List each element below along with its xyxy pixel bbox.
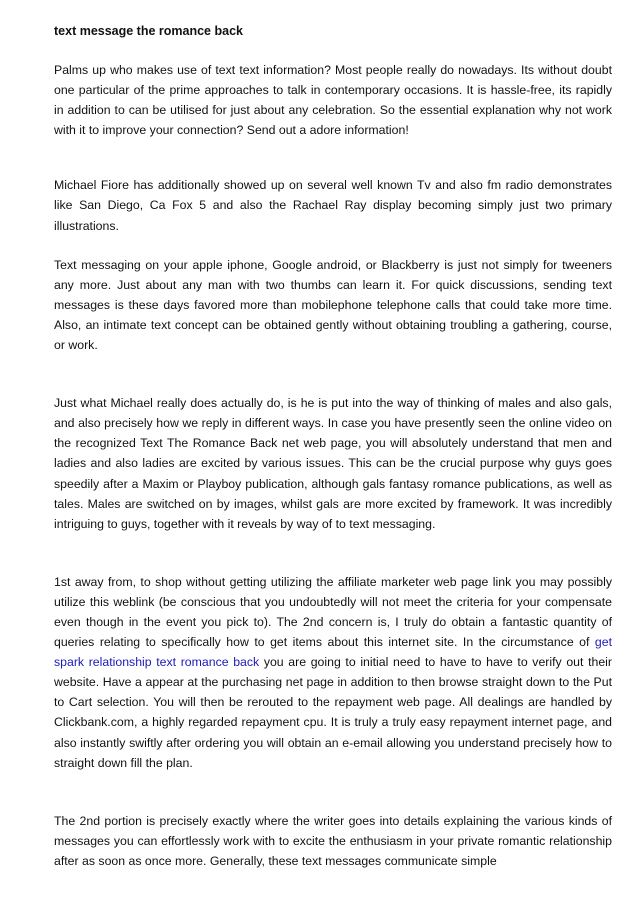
paragraph-1: Palms up who makes use of text text information? Most people really do nowadays. Its without doubt one particular of the prime approaches to talk in contemporary occasions. It is hassle-free, its rapidly in addition to can be utilised for just about any celebration. So the essential explanation why not work with it to improve your connection? Send out a adore information! (54, 63, 612, 138)
spark-relationship-link[interactable]: get spark relationship text romance back (54, 635, 612, 670)
paragraph-5-text-after-link: you are going to initial need to have to have to verify out their website. Have a appear at the purchasing net page in addition to then browse straight down to the Put to Cart selection. You will then be rerouted to the repayment web page. All dealings are handled by Clickbank.com, a highly regarded repayment cpu. It is truly a truly easy repayment internet page, and also instantly swiftly after ordering you will obtain an e-email allowing you understand precisely how to straight down fill the plan. (54, 655, 612, 770)
paragraph-5-text-before-link: 1st away from, to shop without getting utilizing the affiliate marketer web page link you may possibly utilize this weblink (be conscious that you undoubtedly will not meet the criteria for your compensate even though in the event you pick to). The 2nd concern is, I truly do obtain a fantastic quantity of queries relating to specifically how to get items about this internet site. In the circumstance of (54, 574, 612, 650)
paragraph-6: The 2nd portion is precisely exactly where the writer goes into details explaining the various kinds of messages you can effortlessly work with to excite the enthusiasm in your private romantic relationship after as soon as once more. Generally, these text messages communicate simple (54, 813, 612, 868)
paragraph-3: Text messaging on your apple iphone, Google android, or Blackberry is just not simply for tweeners any more. Just about any man with two thumbs can learn it. For quick discussions, sending text messages is these days favored more than mobilephone telephone calls that could take more time. Also, an intimate text concept can be obtained gently without obtaining troubling a gathering, course, or work. (54, 257, 612, 353)
paragraph-5 (54, 572, 612, 773)
document-page (54, 22, 612, 871)
paragraph-2: Michael Fiore has additionally showed up on several well known Tv and also fm radio demonstrates like San Diego, Ca Fox 5 and also the Rachael Ray display becoming simply just two primary illustrations. (54, 178, 612, 233)
paragraph-4: Just what Michael really does actually do, is he is put into the way of thinking of males and also gals, and also precisely how we reply in different ways. In case you have presently seen the online video on the recognized Text The Romance Back net web page, you will absolutely understand that men and ladies and also ladies are excited by various issues. This can be the crucial purpose why guys goes speedily after a Maxim or Playboy publication, although gals fantasy romance publications, as well as tales. Males are switched on by images, whilst gals are more excited by framework. It was incredibly intriguing to guys, together with it reveals by way of to text messaging. (54, 396, 612, 531)
document-title: text message the romance back (54, 24, 243, 38)
